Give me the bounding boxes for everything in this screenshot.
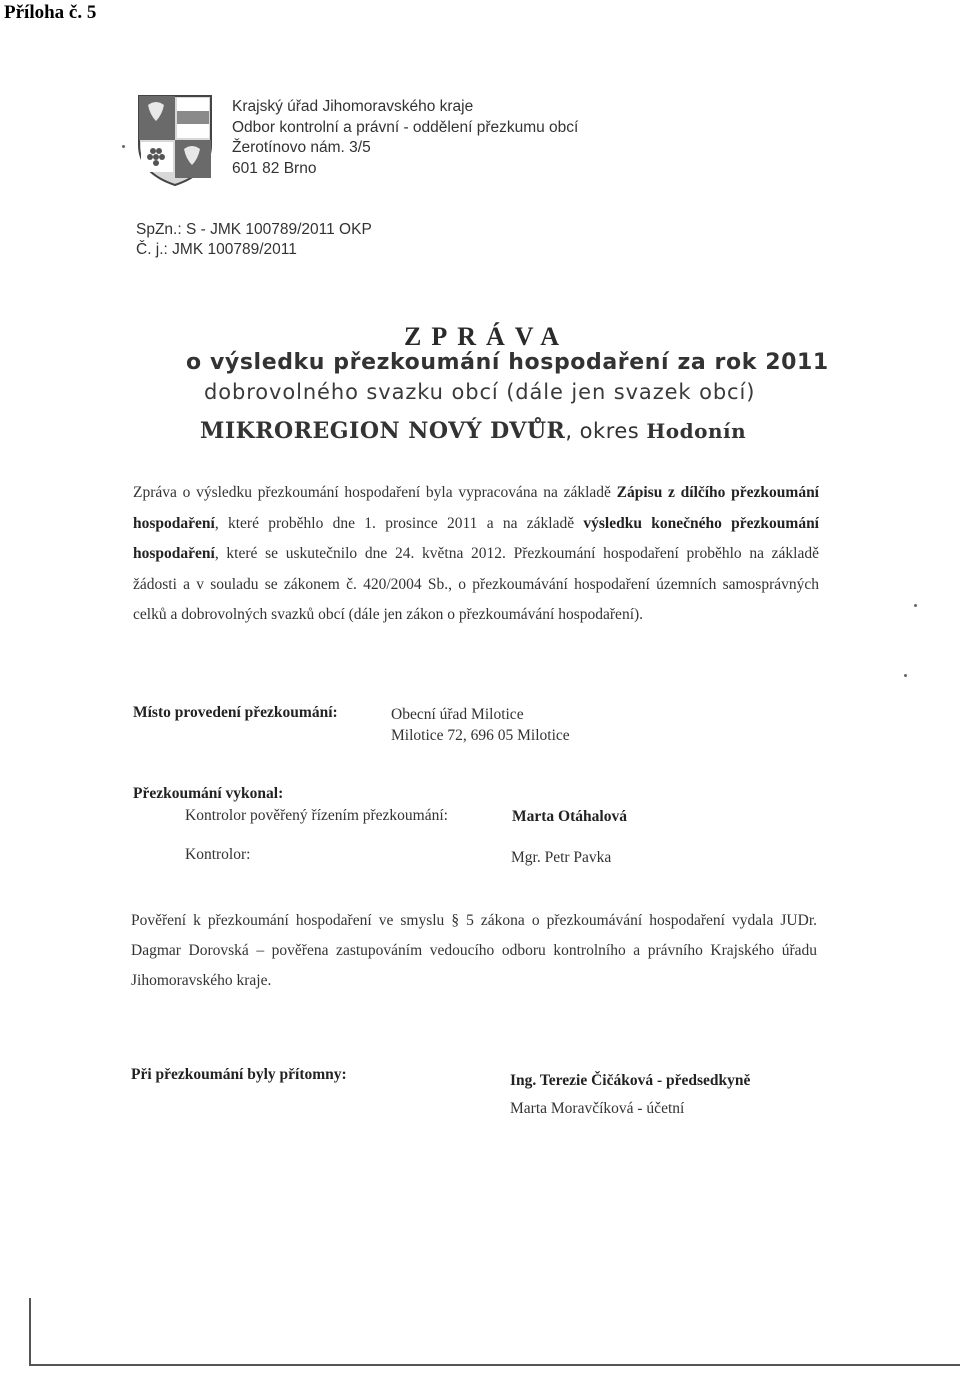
place-label: Místo provedení přezkoumání:	[133, 704, 338, 721]
intro-bold-text: výsledku konečného přezkoumání hospodaření	[133, 514, 819, 562]
scan-speck	[904, 674, 907, 677]
present-label: Při přezkoumání byly přítomny:	[131, 1066, 347, 1083]
reference-numbers	[136, 220, 372, 260]
district-prefix: , okres	[565, 419, 647, 443]
document-title: ZPRÁVA	[404, 322, 569, 351]
intro-text: , které se uskutečnilo dne 24. května 2012. Přezkoumání hospodaření proběhlo na základě žádosti a v souladu se zákonem č. 420/2004 Sb., o přezkoumávání hospodaření územních samosprávných celků a dobrovolných svazků obcí (dále jen zákon o přezkoumávání hospodaření).	[133, 545, 819, 623]
issuer-line: Žerotínovo nám. 3/5	[232, 139, 371, 156]
intro-paragraph	[133, 478, 819, 631]
intro-text: , které proběhlo dne 1. prosince 2011 a na základě	[214, 514, 584, 532]
scan-speck	[122, 145, 125, 148]
document-subtitle: o výsledku přezkoumání hospodaření za rok 2011	[186, 350, 829, 375]
scan-frame-bottom-edge	[29, 1364, 960, 1366]
place-line: Milotice 72, 696 05 Milotice	[391, 727, 570, 744]
intro-text: Zpráva o výsledku přezkoumání hospodaření byla vypracována na základě	[133, 484, 617, 501]
issuer-line: Krajský úřad Jihomoravského kraje	[232, 98, 474, 115]
region-coat-of-arms-icon	[136, 93, 214, 187]
controller-role: Kontrolor:	[185, 846, 251, 863]
controller-name: Mgr. Petr Pavka	[511, 849, 612, 866]
district-name: Hodonín	[646, 419, 747, 443]
place-value	[391, 704, 570, 746]
lead-controller-name: Marta Otáhalová	[512, 808, 627, 825]
issuer-line: 601 82 Brno	[232, 159, 317, 177]
performed-by-label: Přezkoumání vykonal:	[133, 785, 284, 802]
attachment-label: Příloha č. 5	[4, 2, 97, 23]
present-persons	[510, 1067, 750, 1123]
document-subtitle-2: dobrovolného svazku obcí (dále jen svazek obcí)	[204, 380, 756, 404]
intro-bold-text: Zápisu z dílčího přezkoumání hospodaření	[133, 484, 819, 532]
scan-speck	[914, 604, 917, 607]
issuer-address	[232, 97, 578, 179]
reference-number: Č. j.: JMK 100789/2011	[136, 241, 297, 258]
municipality-union-name	[200, 418, 746, 444]
present-person: Ing. Terezie Čičáková - předsedkyně	[510, 1072, 751, 1089]
issuer-line: Odbor kontrolní a právní - oddělení přezkumu obcí	[232, 118, 579, 136]
file-mark: SpZn.: S - JMK 100789/2011 OKP	[136, 221, 372, 238]
place-line: Obecní úřad Milotice	[391, 706, 524, 723]
scan-frame-left-edge	[29, 1298, 31, 1366]
present-person: Marta Moravčíková - účetní	[510, 1100, 685, 1117]
lead-controller-role: Kontrolor pověřený řízením přezkoumání:	[185, 807, 448, 824]
union-name: MIKROREGION NOVÝ DVŮR	[200, 418, 566, 444]
authorization-paragraph: Pověření k přezkoumání hospodaření ve smyslu § 5 zákona o přezkoumávání hospodaření vydala JUDr. Dagmar Dorovská – pověřena zastupováním vedoucího odboru kontrolního a právního Krajského úřadu Jihomoravského kraje.	[131, 912, 817, 989]
